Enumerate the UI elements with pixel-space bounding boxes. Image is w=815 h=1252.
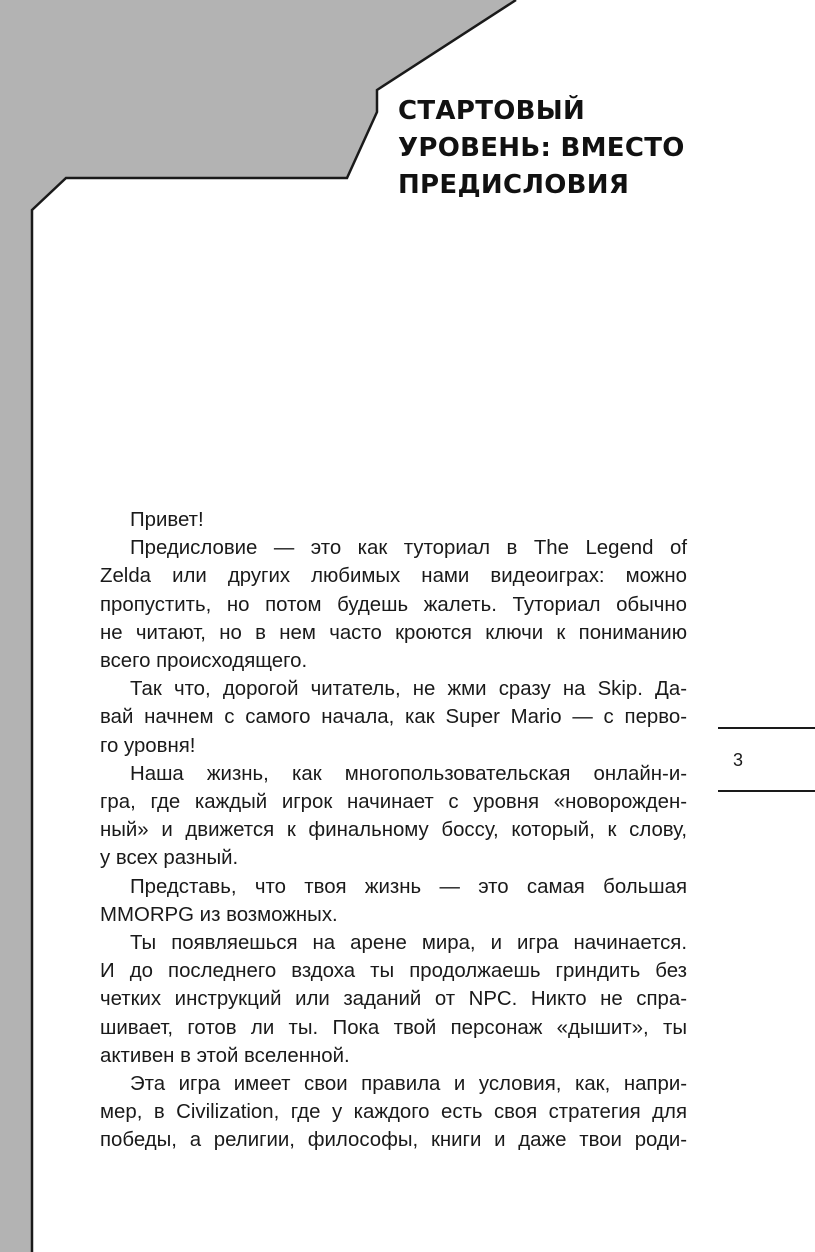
text-line: ный» и движется к финальному боссу, который, к слову, — [100, 819, 687, 842]
chapter-title — [398, 93, 718, 204]
text-line: Ты появляешься на арене мира, и игра начинается. — [130, 932, 687, 955]
text-line: четких инструкций или заданий от NPC. Никто не спра- — [100, 988, 687, 1011]
text-line: гра, где каждый игрок начинает с уровня «новорожден- — [100, 791, 687, 814]
text-line: пропустить, но потом будешь жалеть. Туториал обычно — [100, 593, 687, 616]
text-line: Zelda или других любимых нами видеоиграх: можно — [100, 565, 687, 588]
paragraph — [100, 760, 687, 873]
text-line: Привет! — [130, 509, 204, 531]
page-number-rule-top — [718, 727, 815, 729]
paragraph — [100, 1070, 687, 1155]
text-line: Предисловие — это как туториал в The Legend of — [130, 537, 687, 560]
paragraph — [100, 873, 687, 929]
text-line: Наша жизнь, как многопользовательская онлайн-и- — [130, 762, 687, 785]
text-line: го уровня! — [100, 734, 196, 757]
text-line: вай начнем с самого начала, как Super Mario — с перво- — [100, 706, 687, 729]
text-line: Эта игра имеет свои правила и условия, как, напри- — [130, 1073, 687, 1096]
text-line: шивает, готов ли ты. Пока твой персонаж «дышит», ты — [100, 1016, 687, 1039]
text-line: мер, в Civilization, где у каждого есть своя стратегия для — [100, 1101, 687, 1124]
chapter-title-line-3: ПРЕДИСЛОВИЯ — [398, 170, 630, 200]
text-line: победы, а религии, философы, книги и даже твои роди- — [100, 1129, 687, 1152]
text-line: не читают, но в нем часто кроются ключи к пониманию — [100, 621, 687, 644]
chapter-title-line-2: УРОВЕНЬ: ВМЕСТО — [398, 133, 685, 163]
chapter-title-line-1: СТАРТОВЫЙ — [398, 96, 586, 126]
text-line: MMORPG из возможных. — [100, 903, 338, 926]
page-number: 3 — [733, 750, 744, 770]
paragraph — [100, 675, 687, 760]
body-text — [100, 506, 687, 1155]
paragraph — [100, 534, 687, 675]
text-line: активен в этой вселенной. — [100, 1044, 350, 1067]
text-line: Представь, что твоя жизнь — это самая большая — [130, 875, 687, 898]
text-line: Так что, дорогой читатель, не жми сразу на Skip. Да- — [130, 678, 687, 701]
paragraph — [100, 929, 687, 1070]
paragraph — [100, 506, 687, 534]
text-line: всего происходящего. — [100, 650, 308, 673]
text-line: И до последнего вздоха ты продолжаешь гриндить без — [100, 960, 687, 983]
text-line: у всех разный. — [100, 847, 239, 870]
page-number-rule-bottom — [718, 790, 815, 792]
